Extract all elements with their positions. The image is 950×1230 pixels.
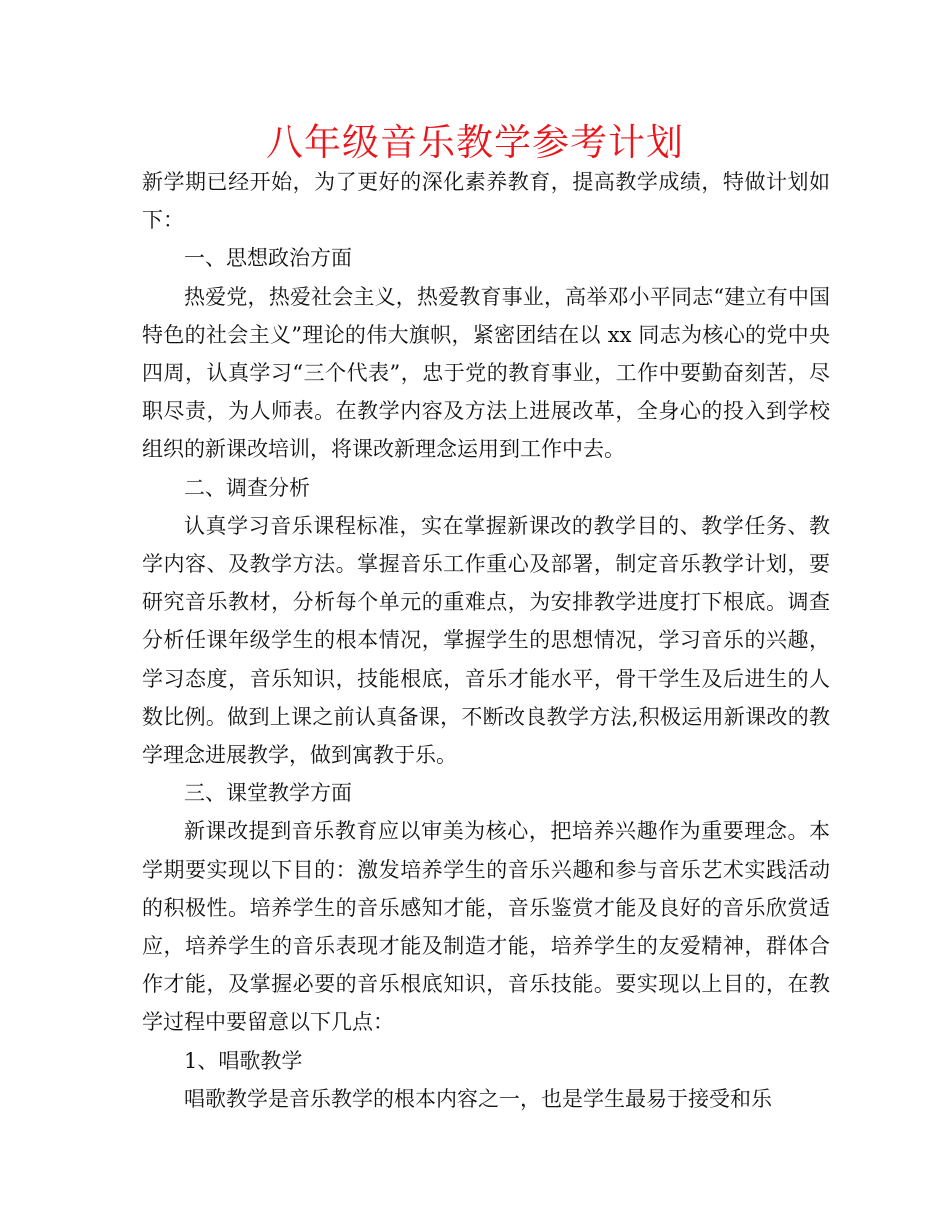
section-heading-ideology: 一、思想政治方面 [184, 246, 352, 271]
paragraph-survey: 认真学习音乐课程标准，实在掌握新课改的教学目的、教学任务、教学内容、及教学方法。掌握音乐工作重心及部署，制定音乐教学计划，要研究音乐教材，分析每个单元的重难点，为安排教学进度打下根底。调查分析任课年级学生的根本情况，掌握学生的思想情况，学习音乐的兴趣，学习态度，音乐知识，技能根底，音乐才能水平，骨干学生及后进生的人数比例。做到上课之前认真备课，不断改良教学方法,积极运用新课改的教学理念进展教学，做到寓教于乐。 [142, 513, 830, 768]
paragraph-ideology: 热爱党，热爱社会主义，热爱教育事业，高举邓小平同志“建立有中国特色的社会主义”理论的伟大旗帜，紧密团结在以 xx 同志为核心的党中央四周，认真学习“三个代表”，忠于党的教育事业，工作中要勤奋刻苦，尽职尽责，为人师表。在教学内容及方法上进展改革，全身心的投入到学校组织的新课改培训，将课改新理念运用到工作中去。 [142, 284, 830, 462]
subsection-heading-singing: 1、唱歌教学 [184, 1048, 303, 1073]
section-heading-classroom: 三、课堂教学方面 [184, 781, 352, 806]
document-title: 八年级音乐教学参考计划 [266, 121, 684, 164]
document-body [142, 163, 830, 1118]
paragraph-singing: 唱歌教学是音乐教学的根本内容之一，也是学生最易于接受和乐 [184, 1086, 772, 1111]
section-heading-survey: 二、调查分析 [184, 475, 310, 500]
intro-paragraph: 新学期已经开始，为了更好的深化素养教育，提高教学成绩，特做计划如下： [142, 170, 830, 233]
paragraph-classroom: 新课改提到音乐教育应以审美为核心，把培养兴趣作为重要理念。本学期要实现以下目的：激发培养学生的音乐兴趣和参与音乐艺术实践活动的积极性。培养学生的音乐感知才能，音乐鉴赏才能及良好的音乐欣赏适应，培养学生的音乐表现才能及制造才能，培养学生的友爱精神，群体合作才能，及掌握必要的音乐根底知识，音乐技能。要实现以上目的，在教学过程中要留意以下几点： [142, 819, 830, 1035]
